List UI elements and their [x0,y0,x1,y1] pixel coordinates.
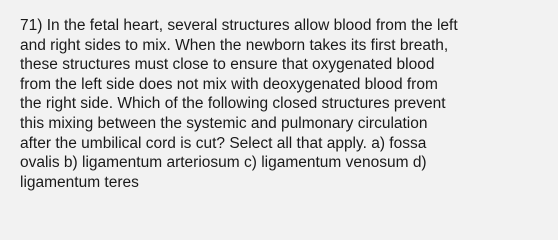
question-line: from the left side does not mix with deoxygenated blood from [20,75,438,93]
question-line: these structures must close to ensure that oxygenated blood [20,56,435,74]
question-line: 71) In the fetal heart, several structures allow blood from the left [20,17,458,34]
question-text [20,16,550,192]
question-line: the right side. Which of the following closed structures prevent [20,95,446,113]
question-line: ovalis b) ligamentum arteriosum c) ligamentum venosum d) [20,154,427,172]
question-line: ligamentum teres [20,173,139,191]
question-line: after the umbilical cord is cut? Select all that apply. a) fossa [20,134,427,152]
question-line: this mixing between the systemic and pulmonary circulation [20,114,428,132]
question-line: and right sides to mix. When the newborn takes its first breath, [20,36,449,54]
